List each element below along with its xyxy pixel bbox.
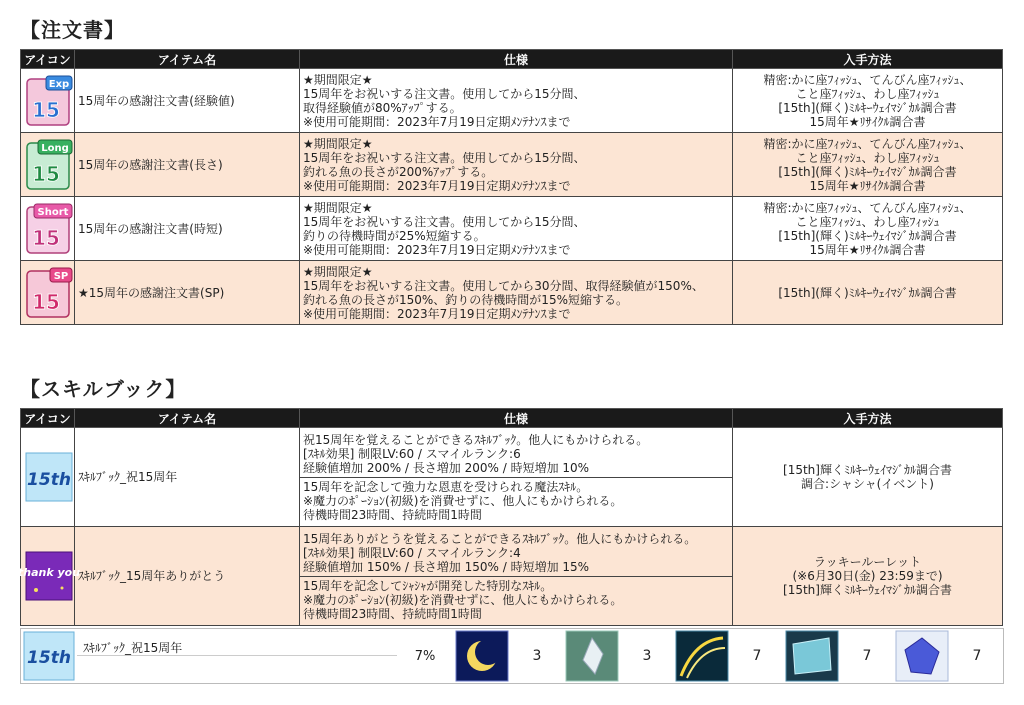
item-spec: 15周年ありがとうを覚えることができるｽｷﾙﾌﾞｯｸ。他人にもかけられる。 [ｽｷﾙ効果] 制限LV:60 / スマイルランク:4 経験値増加 150% / 長さ増加 150% / 時短増加 15% 15周年を記念してｼｬｼｬが開発した特別なｽｷﾙ。 ※魔力のﾎﾟｰｼｮﾝ(初級)を消費せずに、他人にもかけられる。 待機時間23時間、持続時間1時間 [300,527,733,626]
svg-text:Exp: Exp [48,78,70,90]
svg-text:15th: 15th [27,470,71,490]
header-item-name: アイテム名 [75,409,300,428]
skillbook-15th-icon [24,449,74,505]
svg-text:15: 15 [32,225,60,250]
order-long-icon [24,137,74,193]
item-spec: ★期間限定★ 15周年をお祝いする注文書。使用してから15分間、 釣りの待機時間が25%短縮する。 ※使用可能期間：2023年7月19日定期ﾒﾝﾃﾅﾝｽまで [300,197,733,261]
item-name: ★15周年の感謝注文書(SP) [75,261,300,325]
skillbook-15th-icon [21,629,77,683]
item-name: ｽｷﾙﾌﾞｯｸ_15周年ありがとう [75,527,300,626]
table-row [21,261,1003,325]
recipe-name: ｽｷﾙﾌﾞｯｸ_祝15周年 [77,629,397,683]
item-spec: ★期間限定★ 15周年をお祝いする注文書。使用してから15分間、 釣れる魚の長さが200%ｱｯﾌﾟする。 ※使用可能期間：2023年7月19日定期ﾒﾝﾃﾅﾝｽまで [300,133,733,197]
item-how: 精密:かに座ﾌｨｯｼｭ、てんびん座ﾌｨｯｼｭ、 こと座ﾌｨｯｼｭ、わし座ﾌｨｯｼｭ [15th](輝く)ﾐﾙｷｰｳｪｲﾏｼﾞｶﾙ調合書 15周年★ﾘｻｲｸﾙ調合書 [733,197,1003,261]
material-count: 3 [532,648,542,664]
golden-light-icon [675,630,729,682]
item-how: 精密:かに座ﾌｨｯｼｭ、てんびん座ﾌｨｯｼｭ、 こと座ﾌｨｯｼｭ、わし座ﾌｨｯｼｭ [15th](輝く)ﾐﾙｷｰｳｪｲﾏｼﾞｶﾙ調合書 15周年★ﾘｻｲｸﾙ調合書 [733,133,1003,197]
material-count: 7 [972,648,982,664]
table-row [21,133,1003,197]
recipe-rate: 7% [414,648,436,664]
item-how: 精密:かに座ﾌｨｯｼｭ、てんびん座ﾌｨｯｼｭ、 こと座ﾌｨｯｼｭ、わし座ﾌｨｯｼｭ [15th](輝く)ﾐﾙｷｰｳｪｲﾏｼﾞｶﾙ調合書 15周年★ﾘｻｲｸﾙ調合書 [733,69,1003,133]
order-sp-icon [24,265,74,321]
item-spec: ★期間限定★ 15周年をお祝いする注文書。使用してから30分間、取得経験値が150%、 釣れる魚の長さが150%、釣りの待機時間が15%短縮する。 ※使用可能期間：2023年7月19日定期ﾒﾝﾃﾅﾝｽまで [300,261,733,325]
material-count: 7 [862,648,872,664]
svg-text:15: 15 [32,289,60,314]
item-spec: ★期間限定★ 15周年をお祝いする注文書。使用してから15分間、 取得経験値が80%ｱｯﾌﾟする。 ※使用可能期間：2023年7月19日定期ﾒﾝﾃﾅﾝｽまで [300,69,733,133]
svg-text:15th: 15th [27,648,71,668]
item-name: 15周年の感謝注文書(時短) [75,197,300,261]
item-name: 15周年の感謝注文書(長さ) [75,133,300,197]
header-spec: 仕様 [300,409,733,428]
crystal-shard-icon [565,630,619,682]
skillbook-thankyou-icon [17,548,81,604]
svg-text:15: 15 [32,97,60,122]
blue-gem-icon [895,630,949,682]
order-short-icon [24,201,74,257]
table-row [21,527,1003,626]
glass-panel-icon [785,630,839,682]
recipe-row [20,628,1004,684]
item-how: [15th](輝く)ﾐﾙｷｰｳｪｲﾏｼﾞｶﾙ調合書 [733,261,1003,325]
crescent-moon-icon [455,630,509,682]
svg-text:Short: Short [37,206,69,218]
item-name: ｽｷﾙﾌﾞｯｸ_祝15周年 [75,428,300,527]
table-header [21,409,1003,428]
section-title-skillbook: 【スキルブック】 [20,377,187,401]
table-row [21,69,1003,133]
order-table [20,49,1003,325]
svg-text:15: 15 [32,161,60,186]
material-count: 3 [642,648,652,664]
table-row [21,428,1003,527]
header-icon: アイコン [21,409,75,428]
svg-text:Long: Long [41,142,69,154]
table-row [21,197,1003,261]
item-spec: 祝15周年を覚えることができるｽｷﾙﾌﾞｯｸ。他人にもかけられる。 [ｽｷﾙ効果] 制限LV:60 / スマイルランク:6 経験値増加 200% / 長さ増加 200% / 時短増加 10% 15周年を記念して強力な恩恵を受けられる魔法ｽｷﾙ。 ※魔力のﾎﾟｰｼｮﾝ(初級)を消費せずに、他人にもかけられる。 待機時間23時間、持続時間1時間 [300,428,733,527]
header-icon: アイコン [21,50,75,69]
table-header [21,50,1003,69]
material-count: 7 [752,648,762,664]
svg-text:thank you: thank you [17,566,81,579]
svg-text:SP: SP [53,270,69,282]
item-how: ラッキールーレット (※6月30日(金) 23:59まで) [15th]輝くﾐﾙｷｰｳｪｲﾏｼﾞｶﾙ調合書 [733,527,1003,626]
header-how: 入手方法 [733,50,1003,69]
header-spec: 仕様 [300,50,733,69]
item-how: [15th]輝くﾐﾙｷｰｳｪｲﾏｼﾞｶﾙ調合書 調合:シャシャ(イベント) [733,428,1003,527]
header-item-name: アイテム名 [75,50,300,69]
section-title-order: 【注文書】 [20,18,125,42]
header-how: 入手方法 [733,409,1003,428]
item-name: 15周年の感謝注文書(経験値) [75,69,300,133]
skillbook-table [17,408,1003,626]
order-exp-icon [24,73,74,129]
